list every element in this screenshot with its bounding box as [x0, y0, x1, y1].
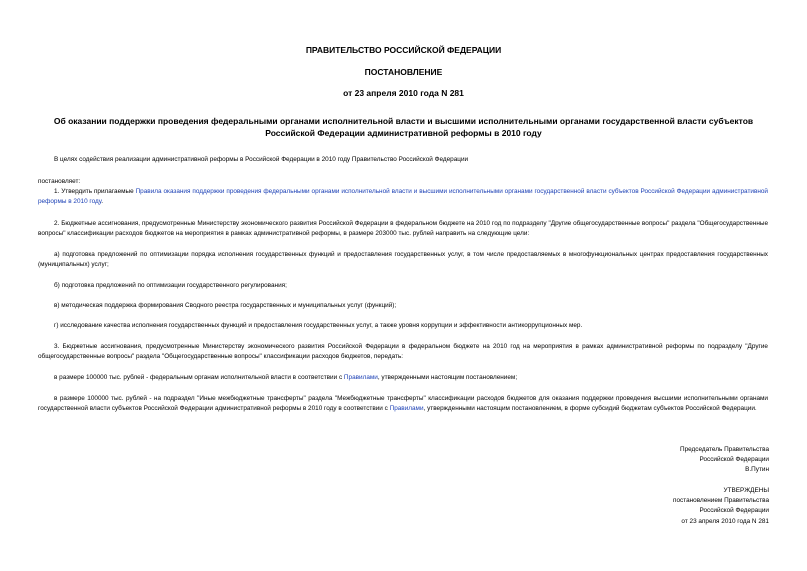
approval-by-line-1: постановлением Правительства	[673, 497, 769, 505]
paragraph-2b: б) подготовка предложений по оптимизации государственного регулирования;	[54, 282, 287, 289]
paragraph-3b-text-start: в размере 100000 тыс. рублей - на подраздел "Иные межбюджетные трансферты" раздела "Межбюджетные трансферты" классификации расходов бюджетов для оказания поддержки проведения высшими исполнительными органами государственной власти субъектов Российской Федерации административной реформы в 2010 году в соответствии с	[38, 395, 768, 412]
paragraph-2c: в) методическая поддержка формирования Сводного реестра государственных и муниципальных услуг (функций);	[54, 302, 397, 309]
government-heading: ПРАВИТЕЛЬСТВО РОССИЙСКОЙ ФЕДЕРАЦИИ	[305, 45, 502, 55]
signature-block	[469, 445, 769, 476]
paragraph-1	[38, 187, 768, 206]
signature-position-line-2: Российской Федерации	[699, 456, 769, 464]
approval-label: УТВЕРЖДЕНЫ	[723, 487, 769, 494]
approval-block	[469, 486, 769, 527]
paragraph-1-text-end: .	[101, 197, 104, 205]
paragraph-3a-text-end: , утвержденными настоящим постановлением;	[377, 374, 518, 381]
paragraph-2d: г) исследование качества исполнения государственных функций и предоставления государственных услуг, а также уровня коррупции и эффективности антикоррупционных мер.	[54, 322, 583, 329]
document-title-line-1: Об оказании поддержки проведения федеральными органами исполнительной власти и высшими исполнительными органами государственной власти субъектов	[53, 116, 754, 126]
document-type-heading: ПОСТАНОВЛЕНИЕ	[364, 67, 443, 77]
decree-word: постановляет:	[38, 178, 81, 185]
paragraph-3b-text-end: , утвержденными настоящим постановлением, в форме субсидий бюджетам субъектов Российской Федерации.	[423, 404, 757, 412]
paragraph-2a: а) подготовка предложений по оптимизации порядка исполнения государственных функций и предоставления государственных услуг, в том числе предоставляемых в многофункциональных центрах предоставления государственных (муниципальных) услуг;	[38, 251, 768, 268]
paragraph-3b	[38, 394, 768, 413]
signature-name: В.Путин	[745, 466, 769, 474]
document-date-heading: от 23 апреля 2010 года N 281	[343, 88, 464, 98]
approval-by-line-2: Российской Федерации	[699, 507, 769, 515]
rules-link-3a[interactable]: Правилами	[343, 374, 378, 381]
document-title-line-2: Российской Федерации административной реформы в 2010 году	[265, 128, 542, 138]
signature-position-line-1: Председатель Правительства	[680, 446, 769, 453]
paragraph-3a	[38, 373, 768, 383]
approval-date: от 23 апреля 2010 года N 281	[681, 517, 769, 525]
document-title	[30, 115, 777, 139]
rules-link[interactable]: Правила оказания поддержки проведения федеральными органами исполнительной власти и высшими исполнительными органами государственной власти субъектов Российской Федерации административной реформы в 2010 году	[38, 188, 768, 205]
intro-paragraph: В целях содействия реализации административной реформы в Российской Федерации в 2010 году Правительство Российской Федерации	[54, 156, 469, 163]
paragraph-3: 3. Бюджетные ассигнования, предусмотренные Министерству экономического развития Российской Федерации в федеральном бюджете на 2010 год на мероприятия в рамках административной реформы по подразделу "Другие общегосударственные вопросы" раздела "Общегосударственные вопросы" классификации расходов бюджетов, передать:	[38, 343, 768, 360]
rules-link-3b[interactable]: Правилами	[389, 404, 424, 412]
paragraph-3a-text-start: в размере 100000 тыс. рублей - федеральным органам исполнительной власти в соответствии с	[54, 374, 344, 381]
paragraph-1-text-start: 1. Утвердить прилагаемые	[54, 188, 136, 195]
paragraph-2: 2. Бюджетные ассигнования, предусмотренные Министерству экономического развития Российской Федерации в федеральном бюджете на 2010 год по подразделу "Другие общегосударственные вопросы" раздела "Общегосударственные вопросы" классификации расходов бюджетов на мероприятия в рамках административной реформы, в размере 203000 тыс. рублей направить на следующие цели:	[38, 220, 768, 237]
